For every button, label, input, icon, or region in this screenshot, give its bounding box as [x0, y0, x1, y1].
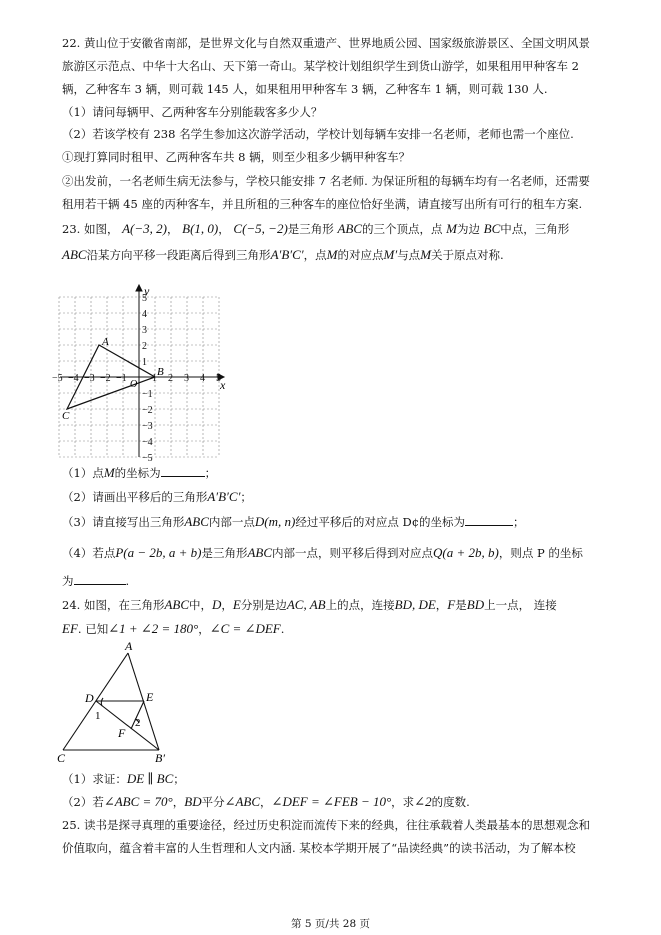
x-tick-label: 4 [200, 373, 205, 384]
coordinate-grid-figure [52, 284, 228, 464]
point-e: E [232, 597, 241, 612]
point-m-prime: M′ [383, 247, 398, 262]
q24-text: ， [221, 598, 233, 612]
y-axis-label: y [144, 284, 150, 298]
q24-text: 24. 如图，在三角形 [62, 598, 165, 612]
fig-label-a: A [125, 639, 133, 653]
point-d-coords: D(m, n) [254, 514, 296, 529]
triangle-figure [55, 640, 180, 765]
q24-text: ，求 [391, 795, 415, 809]
point-a-coords: A(−3, 2) [122, 221, 167, 236]
y-tick-label: −3 [142, 421, 153, 432]
segment-bd [96, 701, 159, 750]
x-tick-label: −4 [68, 373, 79, 384]
point-m: M [326, 247, 338, 262]
angle-equation-2: ∠C = ∠DEF [209, 621, 281, 636]
q23-number: 23. 如图， [62, 222, 119, 236]
q24-text: 上一点， 连接 [484, 598, 557, 612]
y-tick-label: 1 [142, 357, 147, 368]
y-tick-label: 3 [142, 325, 147, 336]
q23-part-3 [62, 515, 525, 529]
x-tick-label: −3 [84, 373, 95, 384]
q23-text: . [125, 574, 130, 588]
q23-text: 关于原点对称. [431, 248, 504, 262]
triangle-abc: ABC [247, 545, 273, 560]
angle-1-label: 1 [95, 710, 101, 722]
angle-1-arc [101, 698, 103, 706]
segment-ef: EF [62, 621, 78, 636]
point-b-coords: B(1, 0) [182, 221, 219, 236]
angle-def-equation: ∠DEF = ∠FEB − 10° [271, 794, 392, 809]
x-axis-label: x [220, 378, 226, 392]
point-m: M [446, 221, 457, 236]
point-m: M [103, 465, 115, 480]
q24-text: 的度数. [431, 795, 470, 809]
q23-text: 为 [62, 574, 74, 588]
q22-intro-line-3: 辆，乙种客车 3 辆，则可载 145 人，如果租用甲种客车 3 辆，乙种客车 1 辆，则可载 130 人. [62, 82, 548, 96]
triangle-abc: ABC [62, 247, 87, 262]
q22-intro-line-1: 22. 黄山位于安徽省南部，是世界文化与自然双重遗产、世界地质公园、国家级旅游景区、全国文明风景 [62, 36, 590, 50]
angle-equation-1: ∠1 + ∠2 = 180° [108, 621, 199, 636]
y-tick-label: 5 [142, 293, 147, 304]
q23-text: 为边 [457, 222, 480, 236]
angle-2-label: 2 [135, 717, 141, 729]
q23-text: 是三角形 [201, 546, 248, 560]
q22-part-2: （2）若该学校有 238 名学生参加这次游学活动，学校计划每辆车安排一名老师，老师也需一个座位. [62, 127, 574, 141]
q22-part-2b-line-1: ②出发前，一名老师生病无法参与，学校只能安排 7 名老师. 为保证所租的每辆车均有一名老师，还需要 [62, 174, 590, 188]
q23-text: ，点 [303, 248, 327, 262]
triangle-abc-prime: A′B′C′ [207, 489, 241, 504]
q23-line-1: 23. 如图， A(−3, 2)， B(1, 0)， C(−5, −2)是三角形 ABC的三个顶点，点 M为边 BC中点，三角形 [62, 221, 570, 236]
q23-text: 的对应点 [337, 248, 384, 262]
q22-intro-line-2: 旅游区示范点、中华十大名山、天下第一奇山。某学校计划组织学生到货山游学，如果租用甲种客车 2 [62, 59, 579, 73]
q24-line-1 [62, 598, 557, 612]
triangle-abc: ABC [164, 597, 190, 612]
x-tick-label: 3 [184, 373, 189, 384]
answer-blank[interactable] [161, 466, 205, 477]
q24-line-2 [62, 622, 284, 636]
q23-text: （4）若点 [62, 546, 116, 560]
q23-part-2 [62, 490, 252, 504]
x-tick-label: −2 [100, 373, 111, 384]
q25-line-1: 25. 读书是探寻真理的重要途径，经过历史积淀而流传下来的经典，往往承载着人类最基本的思想观念和 [62, 818, 590, 832]
q24-part-2 [62, 795, 470, 809]
q24-text: ， [260, 795, 272, 809]
label-a: A [102, 336, 109, 348]
q22-part-2a: ①现打算同时租甲、乙两种客车共 8 辆，则至少租多少辆甲种客车？ [62, 150, 411, 164]
q23-part-4-cont [62, 574, 129, 588]
q24-text: 分别是边 [240, 598, 287, 612]
fig-label-c: C [57, 751, 66, 765]
q23-text: （1）点 [62, 466, 104, 480]
angle-abc: ∠ABC [224, 794, 261, 809]
q23-text: 中点，三角形 [500, 222, 570, 236]
q24-text: 平分 [201, 795, 225, 809]
q24-text: （1）求证： [62, 772, 127, 786]
triangle-abc-prime: A′B′C′ [270, 247, 304, 262]
y-tick-label: −4 [142, 437, 153, 448]
q22-part-1: （1）请问每辆甲、乙两种客车分别能载客多少人？ [62, 105, 323, 119]
q23-text: （3）请直接写出三角形 [62, 515, 185, 529]
y-tick-label: −5 [142, 453, 153, 464]
point-f: F [447, 597, 456, 612]
q24-part-1 [62, 772, 185, 786]
parallel-statement: DE ∥ BC [126, 771, 174, 786]
q23-text: 的坐标为 [114, 466, 161, 480]
origin-label: O [130, 379, 138, 390]
y-axis-arrow-icon [136, 285, 142, 291]
q23-text: ； [204, 466, 217, 480]
q24-text: . [280, 622, 285, 636]
label-c: C [62, 410, 70, 422]
q24-text: ， [435, 598, 448, 612]
fig-label-e: E [146, 690, 154, 704]
q23-part-4 [62, 546, 583, 560]
x-tick-label: −5 [52, 373, 63, 384]
segment-bc: BC [483, 221, 501, 236]
sides-ac-ab: AC, AB [286, 597, 326, 612]
fig-label-b: B′ [155, 751, 165, 765]
x-tick-label: 1 [152, 373, 157, 384]
q24-text: ， [172, 795, 185, 809]
q23-text: 是三角形 [287, 222, 334, 236]
x-tick-label: 2 [168, 373, 173, 384]
y-tick-label: 2 [142, 341, 147, 352]
y-tick-label: 4 [142, 309, 147, 320]
point-m: M [420, 247, 432, 262]
q23-part-1 [62, 466, 216, 480]
q22-part-2b-line-2: 租用若干辆 45 座的丙种客车，并且所租的三种客车的座位恰好坐满，请直接写出所有可行的租车方案. [62, 197, 583, 211]
point-c-coords: C(−5, −2) [233, 221, 288, 236]
fig-label-d: D [85, 691, 94, 705]
point-p-coords: P(a − 2b, a + b) [115, 545, 202, 560]
y-tick-label: −1 [142, 389, 153, 400]
q23-text: ； [513, 515, 525, 529]
x-tick-label: −1 [116, 373, 127, 384]
q24-text: 上的点，连接 [325, 598, 395, 612]
q23-text: ； [240, 490, 252, 504]
q23-text: 内部一点 [208, 515, 255, 529]
segment-bd: BD [184, 794, 202, 809]
q24-text: （2）若 [62, 795, 104, 809]
q23-text: 经过平移后的对应点 D¢的坐标为 [295, 515, 466, 529]
q23-text: ，则点 P 的坐标 [498, 546, 583, 560]
angle-abc-value: ∠ABC = 70° [103, 794, 173, 809]
segments-bd-de: BD, DE [394, 597, 436, 612]
q24-text: 中， [189, 598, 213, 612]
q24-text: ； [173, 772, 185, 786]
answer-blank[interactable] [465, 515, 513, 526]
x-tick-label: 5 [216, 373, 221, 384]
q24-text: 是 [455, 598, 467, 612]
q23-text: 沿某方向平移一段距离后得到三角形 [86, 248, 271, 262]
answer-blank[interactable] [74, 574, 126, 585]
q24-text: ， [198, 622, 210, 636]
q23-text: 的三个顶点，点 [362, 222, 443, 236]
point-q-coords: Q(a + 2b, b) [433, 545, 499, 560]
y-tick-label: −2 [142, 405, 153, 416]
triangle-abc: ABC [337, 221, 362, 236]
q24-text: . 已知 [77, 622, 109, 636]
page-footer: 第 5 页/共 28 页 [291, 918, 370, 930]
q25-line-2: 价值取向，蕴含着丰富的人生哲理和人文内涵. 某校本学期开展了“品读经典”的读书活动，为了解本校 [62, 841, 576, 855]
q23-text: 内部一点，则平移后得到对应点 [272, 546, 434, 560]
fig-label-f: F [118, 726, 126, 740]
angle-2: ∠2 [414, 794, 432, 809]
q23-text: （2）请画出平移后的三角形 [62, 490, 208, 504]
triangle-abc: ABC [184, 514, 209, 529]
q23-text: 与点 [397, 248, 421, 262]
q23-line-2 [62, 248, 504, 262]
segment-bd: BD [466, 597, 485, 612]
point-d: D [212, 597, 222, 612]
label-b: B [157, 366, 164, 378]
